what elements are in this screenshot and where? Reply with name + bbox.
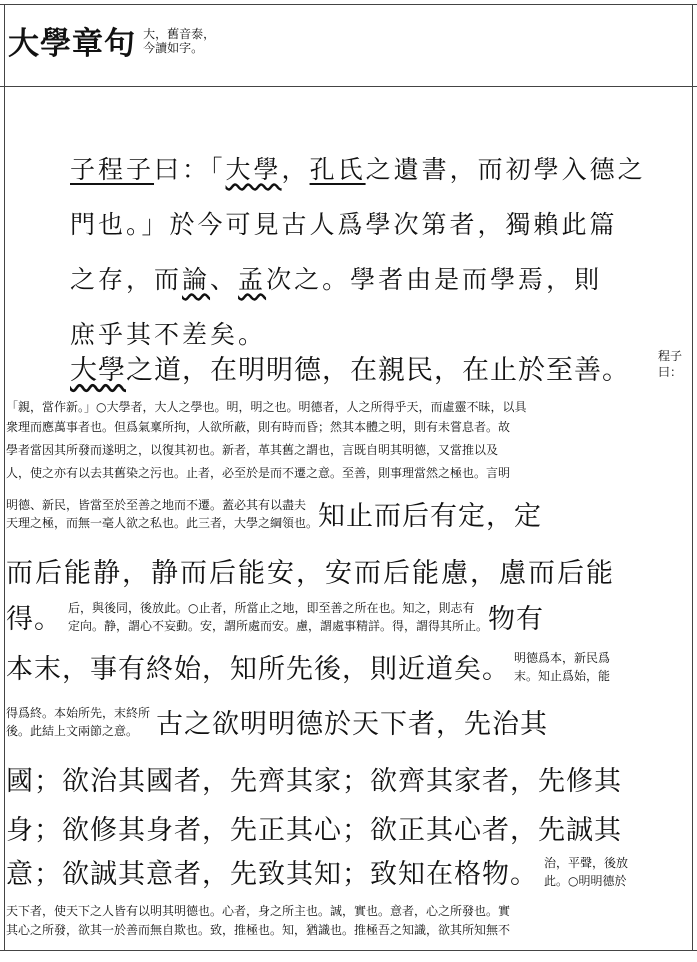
main-text: 之道，在明明德，在親民，在止於至善。 xyxy=(126,355,630,386)
intro-text: ， xyxy=(281,155,310,184)
main-text-line-3: 而后能静，静而后能安，安而后能慮，慮而后能 xyxy=(6,558,615,589)
main-book-daxue: 大學 xyxy=(70,355,126,386)
commentary-4-tail-line-1: 天下者，使天下之人皆有以明其明德也。心者，身之所主也。誠，實也。意者，心之所發也。實 xyxy=(6,904,511,918)
commentary-3-line-2: 末。知止爲始，能 xyxy=(514,668,611,683)
intro-line-4: 庶乎其不差矣。 xyxy=(70,320,267,349)
main-text-line-4 xyxy=(6,597,544,636)
title-note-line-1: 大，舊音泰， xyxy=(143,26,216,41)
commentary-1-tail xyxy=(6,496,318,532)
main-text: 知止而后有定，定 xyxy=(318,501,543,532)
main-text: 意；欲誠其意者，先致其知；致知在格物。 xyxy=(6,859,538,890)
intro-text: 之遺書，而初學入德之 xyxy=(365,155,646,184)
commentary-2 xyxy=(68,599,488,635)
main-text-line-9 xyxy=(6,852,628,891)
intro-name-chengzi: 子程子 xyxy=(70,155,155,184)
commentary-1-line-3: 學者當因其所發而遂明之，以復其初也。新者，革其舊之謂也，言既自明其明德，又當推以及 xyxy=(6,443,499,457)
main-text: 本末，事有終始，知所先後，則近道矣。 xyxy=(6,654,510,685)
main-text-line-1 xyxy=(70,348,630,387)
intro-name-kongshi: 孔氏 xyxy=(309,155,366,184)
commentary-1-line-2: 衆理而應萬事者也。但爲氣稟所拘，人欲所蔽，則有時而昏；然其本體之明，則有未嘗息者。故 xyxy=(6,420,511,434)
commentary-2-line-2: 定向。静，謂心不妄動。安，謂所處而安。慮，謂處事精詳。得，謂得其所止。 xyxy=(68,618,489,633)
commentary-3 xyxy=(514,649,610,685)
commentary-2-line-1: 后，與後同，後放此。○止者，所當止之地，即至善之所在也。知之，則志有 xyxy=(68,600,475,615)
commentary-4 xyxy=(544,854,628,890)
bottom-rule xyxy=(0,950,697,951)
main-text-line-7: 國；欲治其國者，先齊其家；欲齊其家者，先修其 xyxy=(6,766,622,797)
page-title: 大學章句 xyxy=(8,26,136,62)
intro-book-daxue: 大學 xyxy=(225,155,282,184)
commentary-1-tail-line-2: 天理之極，而無一毫人欲之私也。此三者，大學之綱領也。 xyxy=(6,515,319,530)
intro-text: 曰：「 xyxy=(154,155,226,184)
side-note-line-2: 曰： xyxy=(658,365,683,379)
top-rule xyxy=(0,4,697,5)
main-text: 物有 xyxy=(488,604,545,635)
commentary-4-line-2: 此。○明明德於 xyxy=(544,873,627,888)
commentary-1-tail-line-1: 明德、新民，皆當至於至善之地而不遷。蓋必其有以盡夫 xyxy=(6,497,307,512)
intro-book-lunyu: 論 xyxy=(182,265,211,294)
intro-line-2: 門也。」於今可見古人爲學次第者，獨賴此篇 xyxy=(70,210,618,239)
commentary-3-tail xyxy=(6,704,150,740)
commentary-1-line-1: 「親，當作新。」○大學者，大人之學也。明，明之也。明德者，人之所得乎天，而虛靈不昧，以具 xyxy=(6,400,527,414)
commentary-1 xyxy=(6,398,526,482)
title-rule xyxy=(0,86,697,87)
main-text: 得。 xyxy=(6,604,62,635)
title-block xyxy=(8,18,215,63)
commentary-3-tail-line-1: 得爲終。本始所先，末終所 xyxy=(6,705,151,720)
commentary-1-line-4: 人，使之亦有以去其舊染之污也。止者，必至於是而不遷之意。至善，則事理當然之極也。言明 xyxy=(6,466,511,480)
intro-book-mengzi: 孟 xyxy=(238,265,267,294)
title-note-line-2: 今讀如字。 xyxy=(143,40,204,55)
intro-text: 次之。學者由是而學焉，則 xyxy=(266,265,603,294)
intro-line-3 xyxy=(70,252,694,307)
commentary-4-tail xyxy=(6,902,510,940)
main-text-line-5 xyxy=(6,647,610,686)
commentary-4-tail-line-2: 其心之所發，欲其一於善而無自欺也。致，推極也。知，猶識也。推極吾之知識，欲其所知無不 xyxy=(6,923,511,937)
title-note xyxy=(143,27,215,55)
intro-paragraph xyxy=(70,142,694,362)
side-note-line-1: 程子 xyxy=(658,349,683,363)
main-text-line-2 xyxy=(6,494,542,533)
intro-text: 、 xyxy=(210,265,239,294)
left-rule xyxy=(4,4,5,950)
intro-text: 之存，而 xyxy=(70,265,183,294)
commentary-3-tail-line-2: 後。此結上文兩節之意。 xyxy=(6,723,139,738)
side-note xyxy=(658,348,682,380)
intro-line-1 xyxy=(70,142,694,197)
commentary-4-line-1: 治，平聲，後放 xyxy=(544,855,629,870)
main-text-line-6 xyxy=(6,702,548,741)
main-text: 古之欲明明德於天下者，先治其 xyxy=(156,709,549,740)
main-text-line-8: 身；欲修其身者，先正其心；欲正其心者，先誠其 xyxy=(6,815,622,846)
commentary-3-line-1: 明德爲本，新民爲 xyxy=(514,650,611,665)
